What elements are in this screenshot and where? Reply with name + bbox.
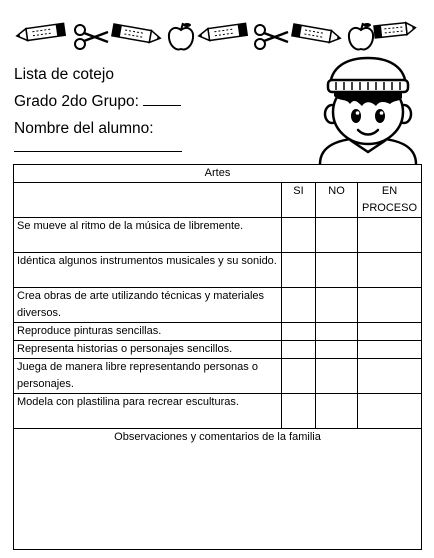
apple-icon	[169, 23, 193, 49]
check-cell-en-proceso[interactable]	[358, 341, 422, 359]
check-cell-no[interactable]	[316, 323, 358, 341]
scissors-icon	[75, 25, 108, 49]
check-cell-no[interactable]	[316, 253, 358, 288]
criterion-text: Idéntica algunos instrumentos musicales y su sonido.	[14, 253, 282, 288]
check-cell-no[interactable]	[316, 218, 358, 253]
table-row	[14, 359, 422, 394]
check-cell-si[interactable]	[282, 341, 316, 359]
table-row	[14, 323, 422, 341]
check-cell-en-proceso[interactable]	[358, 323, 422, 341]
table-row	[14, 341, 422, 359]
check-cell-en-proceso[interactable]	[358, 253, 422, 288]
criterion-text: Modela con plastilina para recrear esculturas.	[14, 394, 282, 429]
check-cell-si[interactable]	[282, 394, 316, 429]
pencil-icon	[198, 23, 247, 42]
column-header-en-proceso: EN PROCESO	[358, 183, 422, 218]
check-cell-si[interactable]	[282, 253, 316, 288]
check-cell-en-proceso[interactable]	[358, 288, 422, 323]
criterion-text: Representa historias o personajes sencillos.	[14, 341, 282, 359]
table-row	[14, 394, 422, 429]
criterion-text: Reproduce pinturas sencillas.	[14, 323, 282, 341]
apple-icon	[349, 23, 373, 49]
check-cell-en-proceso[interactable]	[358, 218, 422, 253]
check-cell-si[interactable]	[282, 288, 316, 323]
grade-group-label: Grado 2do Grupo:	[14, 93, 139, 110]
child-mascot-illustration	[312, 56, 424, 166]
check-cell-no[interactable]	[316, 288, 358, 323]
pencil-icon	[292, 24, 341, 44]
check-cell-en-proceso[interactable]	[358, 359, 422, 394]
check-cell-si[interactable]	[282, 323, 316, 341]
school-supplies-border	[14, 16, 418, 56]
table-title: Artes	[14, 165, 422, 183]
check-cell-si[interactable]	[282, 218, 316, 253]
table-row	[14, 218, 422, 253]
check-cell-no[interactable]	[316, 341, 358, 359]
student-name-label: Nombre del alumno:	[14, 120, 154, 137]
pencil-icon	[112, 24, 161, 44]
checklist-table	[13, 164, 422, 550]
criterion-text: Crea obras de arte utilizando técnicas y materiales diversos.	[14, 288, 282, 323]
column-header-si: SI	[282, 183, 316, 218]
check-cell-en-proceso[interactable]	[358, 394, 422, 429]
pencil-icon	[374, 22, 416, 38]
check-cell-no[interactable]	[316, 394, 358, 429]
grade-group-row	[14, 93, 181, 111]
family-observations-label: Observaciones y comentarios de la familia	[114, 431, 321, 443]
column-header-no: NO	[316, 183, 358, 218]
scissors-icon	[255, 25, 288, 49]
group-blank-line[interactable]	[143, 105, 181, 106]
list-title: Lista de cotejo	[14, 66, 114, 83]
student-name-line[interactable]	[14, 151, 182, 152]
check-cell-si[interactable]	[282, 359, 316, 394]
pencil-icon	[16, 23, 65, 42]
criterion-text: Se mueve al ritmo de la música de libremente.	[14, 218, 282, 253]
table-row	[14, 253, 422, 288]
criteria-header-cell	[14, 183, 282, 218]
family-observations-box[interactable]	[14, 429, 422, 550]
check-cell-no[interactable]	[316, 359, 358, 394]
criterion-text: Juega de manera libre representando personas o personajes.	[14, 359, 282, 394]
table-row	[14, 288, 422, 323]
